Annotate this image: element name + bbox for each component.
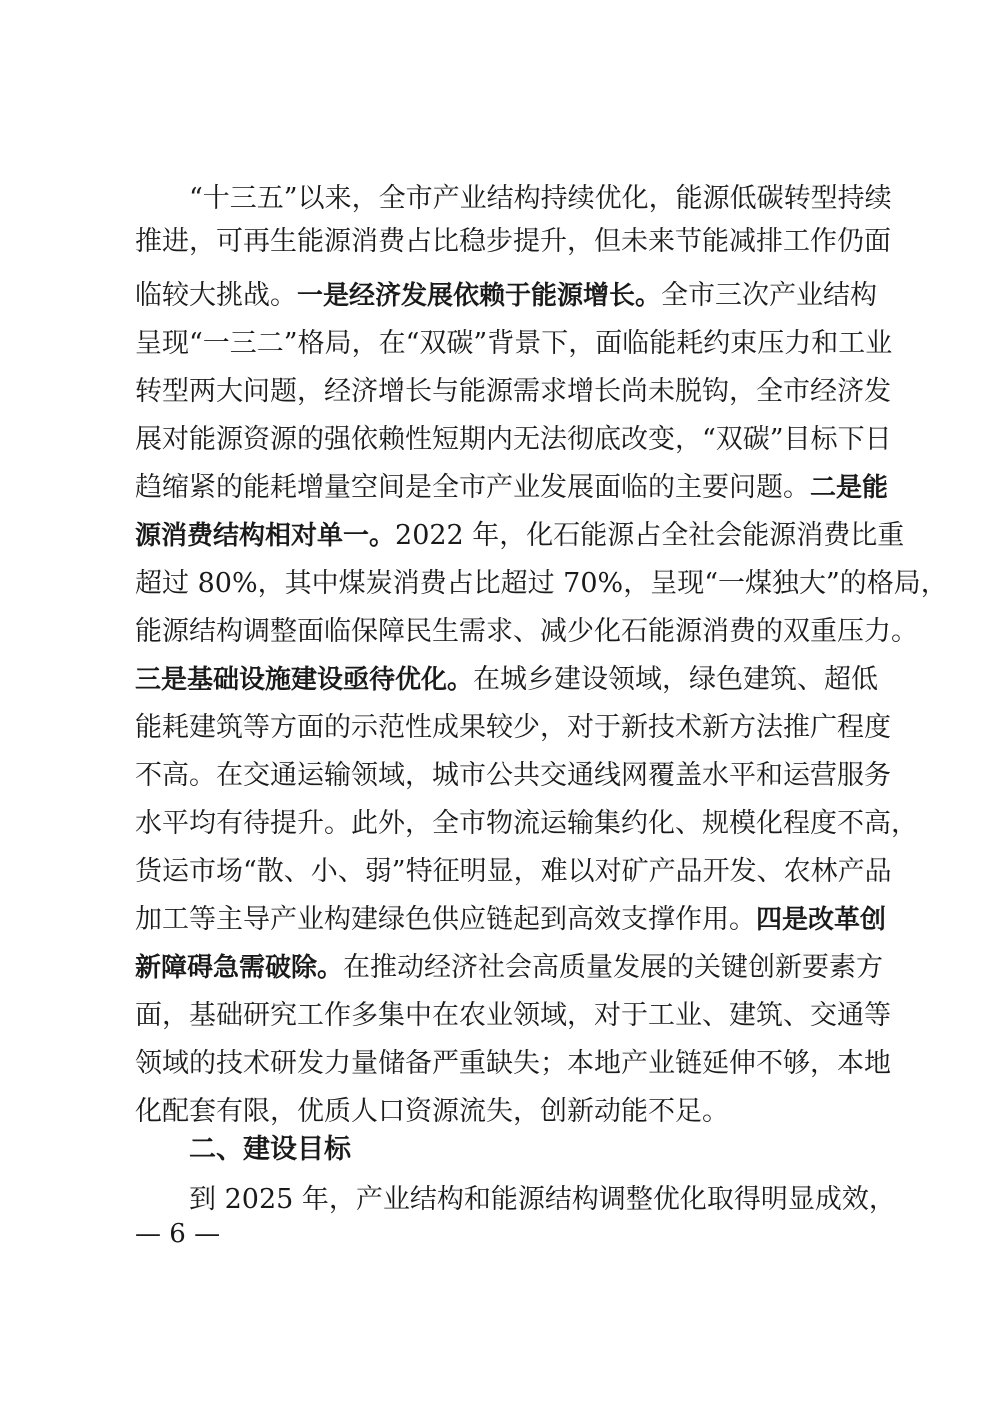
text-run: 转型两大问题，经济增长与能源需求增长尚未脱钩，全市经济发 [135, 376, 891, 407]
text-run: 加工等主导产业构建绿色供应链起到高效支撑作用。 [135, 904, 756, 935]
text-run: 在推动经济社会高质量发展的关键创新要素方 [343, 952, 884, 983]
body-text-line [135, 898, 887, 942]
body-text-line [135, 274, 878, 318]
body-text-line [189, 177, 892, 221]
body-text-line [135, 802, 918, 846]
body-text-line [135, 658, 879, 702]
body-text-line [135, 610, 918, 654]
body-text-line [135, 514, 905, 558]
bold-point-heading: 二是能 [810, 473, 889, 503]
text-run: 趋缩紧的能耗增量空间是全市产业发展面临的主要问题。 [135, 472, 810, 503]
page-number: — 6 — [135, 1219, 221, 1249]
text-run: 到 2025 年，产业结构和能源结构调整优化取得明显成效， [189, 1184, 896, 1215]
section-heading: 二、建设目标 [189, 1134, 351, 1165]
text-run: “十三五”以来，全市产业结构持续优化，能源低碳转型持续 [189, 183, 892, 214]
text-run: 能源结构调整面临保障民生需求、减少化石能源消费的双重压力。 [135, 616, 918, 647]
text-run: 化配套有限，优质人口资源流失，创新动能不足。 [135, 1096, 729, 1127]
body-text-line [135, 1042, 891, 1086]
body-text-line [135, 850, 892, 894]
bold-point-heading: 三是基础设施建设亟待优化。 [135, 665, 474, 695]
body-text-line [135, 220, 891, 264]
text-run: 领域的技术研发力量储备严重缺失；本地产业链延伸不够，本地 [135, 1048, 891, 1079]
text-run: 面，基础研究工作多集中在农业领域，对于工业、建筑、交通等 [135, 1000, 891, 1031]
text-run: 呈现“一三二”格局，在“双碳”背景下，面临能耗约束压力和工业 [135, 328, 893, 359]
body-text-line [135, 418, 892, 462]
bold-point-heading: 一是经济发展依赖于能源增长。 [297, 281, 662, 311]
text-run: 临较大挑战。 [135, 280, 297, 311]
body-text-line [135, 994, 891, 1038]
bold-point-heading: 源消费结构相对单一。 [135, 521, 396, 551]
body-text-line [135, 466, 889, 510]
body-text-line [189, 1178, 896, 1222]
text-run: 展对能源资源的强依赖性短期内无法彻底改变，“双碳”目标下日 [135, 424, 892, 455]
text-run: 水平均有待提升。此外，全市物流运输集约化、规模化程度不高， [135, 808, 918, 839]
body-text-line [135, 754, 891, 798]
body-text-line [135, 562, 948, 606]
text-run: 推进，可再生能源消费占比稳步提升，但未来节能减排工作仍面 [135, 226, 891, 257]
bold-point-heading: 四是改革创 [756, 905, 887, 935]
body-text-line [135, 946, 884, 990]
body-text-line [135, 370, 891, 414]
text-run: 在城乡建设领域，绿色建筑、超低 [473, 664, 879, 695]
body-text-line [135, 322, 893, 366]
text-run: 超过 80%，其中煤炭消费占比超过 70%，呈现“一煤独大”的格局， [135, 568, 948, 599]
text-run: 全市三次产业结构 [661, 280, 878, 311]
bold-point-heading: 新障碍急需破除。 [135, 953, 344, 983]
body-text-line [135, 706, 891, 750]
text-run: 能耗建筑等方面的示范性成果较少，对于新技术新方法推广程度 [135, 712, 891, 743]
text-run: 不高。在交通运输领域，城市公共交通线网覆盖水平和运营服务 [135, 760, 891, 791]
text-run: 2022 年，化石能源占全社会能源消费比重 [395, 520, 905, 551]
text-run: 货运市场“散、小、弱”特征明显，难以对矿产品开发、农林产品 [135, 856, 892, 887]
